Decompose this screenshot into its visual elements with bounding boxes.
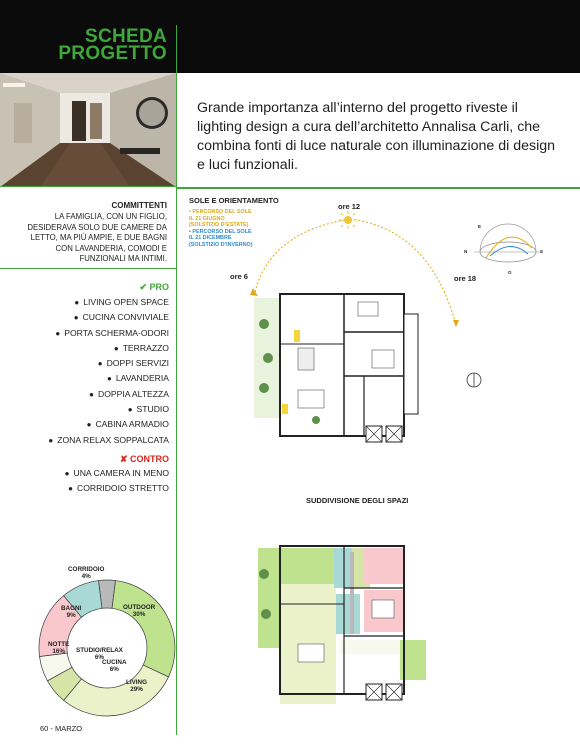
pro-list — [48, 295, 169, 448]
list-item: ● TERRAZZO — [48, 341, 169, 356]
label-living — [126, 679, 147, 693]
label-ore12: ore 12 — [338, 202, 361, 211]
sun-legend — [189, 209, 253, 248]
legend-summer-3: (SOLSTIZIO D’ESTATE) — [189, 222, 249, 228]
legend-winter-3: (SOLSTIZIO D’INVERNO) — [189, 241, 253, 248]
divider — [0, 186, 176, 187]
list-item: ● UNA CAMERA IN MENO — [65, 466, 169, 481]
label-studio-relax — [76, 647, 123, 661]
sun-icon — [339, 211, 357, 229]
label-outdoor — [123, 604, 155, 618]
label-notte-value: 16% — [52, 648, 65, 655]
compass-o: O — [508, 270, 512, 275]
intro-text: Grande importanza all’interno del progetto riveste il lighting design a cura dell’architetto Annalisa Carli, che combina fonti di luce naturale con illuminazione di design e luci funzionali. — [197, 100, 556, 173]
label-notte-name: NOTTE — [48, 641, 70, 648]
list-item: ● PORTA SCHERMA-ODORI — [48, 326, 169, 341]
contro-list — [65, 466, 169, 497]
committenti-text: LA FAMIGLIA, CON UN FIGLIO, DESIDERAVA SOLO DUE CAMERE DA LETTO, MA PIÙ AMPIE, E DUE BAGNI CON LAVANDERIA, COMODI E FUNZIONALI MA INTIMI. — [27, 212, 167, 263]
legend-summer-2: IL 21 GIUGNO — [189, 215, 225, 222]
compass-s: S — [540, 249, 544, 254]
label-studio-value: 6% — [94, 654, 104, 661]
label-bagni — [61, 605, 81, 619]
contro-title: ✘ CONTRO — [119, 454, 169, 464]
divider — [176, 187, 580, 189]
label-corridoio-name: CORRIDOIO — [68, 566, 105, 573]
label-cucina-name: CUCINA — [102, 659, 127, 666]
committenti-title: COMMITTENTI — [111, 201, 167, 210]
sun-title: SOLE E ORIENTAMENTO — [189, 196, 279, 205]
list-item: ● ZONA RELAX SOPPALCATA — [48, 433, 169, 448]
interior-photo — [0, 73, 176, 187]
north-arrow-icon — [464, 370, 484, 394]
compass-n: N — [464, 249, 468, 254]
label-corridoio — [68, 566, 104, 580]
page-folio: 60 - MARZO — [40, 724, 83, 733]
label-studio-name: STUDIO/RELAX — [76, 647, 123, 654]
divider — [0, 268, 176, 269]
list-item: ● LIVING OPEN SPACE — [48, 295, 169, 310]
floor-plan-spaces — [254, 544, 434, 718]
label-cucina-value: 6% — [109, 666, 119, 673]
label-ore6: ore 6 — [230, 272, 248, 281]
floor-plan-orientation — [254, 284, 424, 456]
section-title — [58, 28, 167, 62]
label-cucina — [102, 659, 127, 673]
list-item: ● DOPPIA ALTEZZA — [48, 387, 169, 402]
label-bagni-name: BAGNI — [61, 605, 82, 612]
label-bagni-value: 9% — [66, 612, 76, 619]
compass-e: E — [478, 224, 482, 229]
label-notte — [48, 641, 69, 655]
list-item: ● STUDIO — [48, 402, 169, 417]
label-outdoor-name: OUTDOOR — [123, 604, 156, 611]
label-living-value: 29% — [130, 686, 143, 693]
label-ore18: ore 18 — [454, 274, 477, 283]
label-outdoor-value: 30% — [132, 611, 146, 618]
section-title-line1: SCHEDA — [84, 26, 167, 47]
label-living-name: LIVING — [126, 679, 147, 686]
legend-winter-1: • PERCORSO DEL SOLE — [189, 228, 252, 235]
legend-summer-1: • PERCORSO DEL SOLE — [189, 209, 252, 215]
spazi-title: SUDDIVISIONE DEGLI SPAZI — [306, 496, 409, 505]
list-item: ● DOPPI SERVIZI — [48, 356, 169, 371]
legend-winter-2: IL 21 DICEMBRE — [189, 235, 232, 241]
list-item: ● CORRIDOIO STRETTO — [65, 481, 169, 496]
list-item: ● LAVANDERIA — [48, 371, 169, 386]
pro-title: ✔ PRO — [139, 282, 169, 292]
list-item: ● CUCINA CONVIVIALE — [48, 310, 169, 325]
list-item: ● CABINA ARMADIO — [48, 417, 169, 432]
section-title-line2: PROGETTO — [58, 43, 167, 64]
label-corridoio-value: 4% — [81, 573, 91, 580]
